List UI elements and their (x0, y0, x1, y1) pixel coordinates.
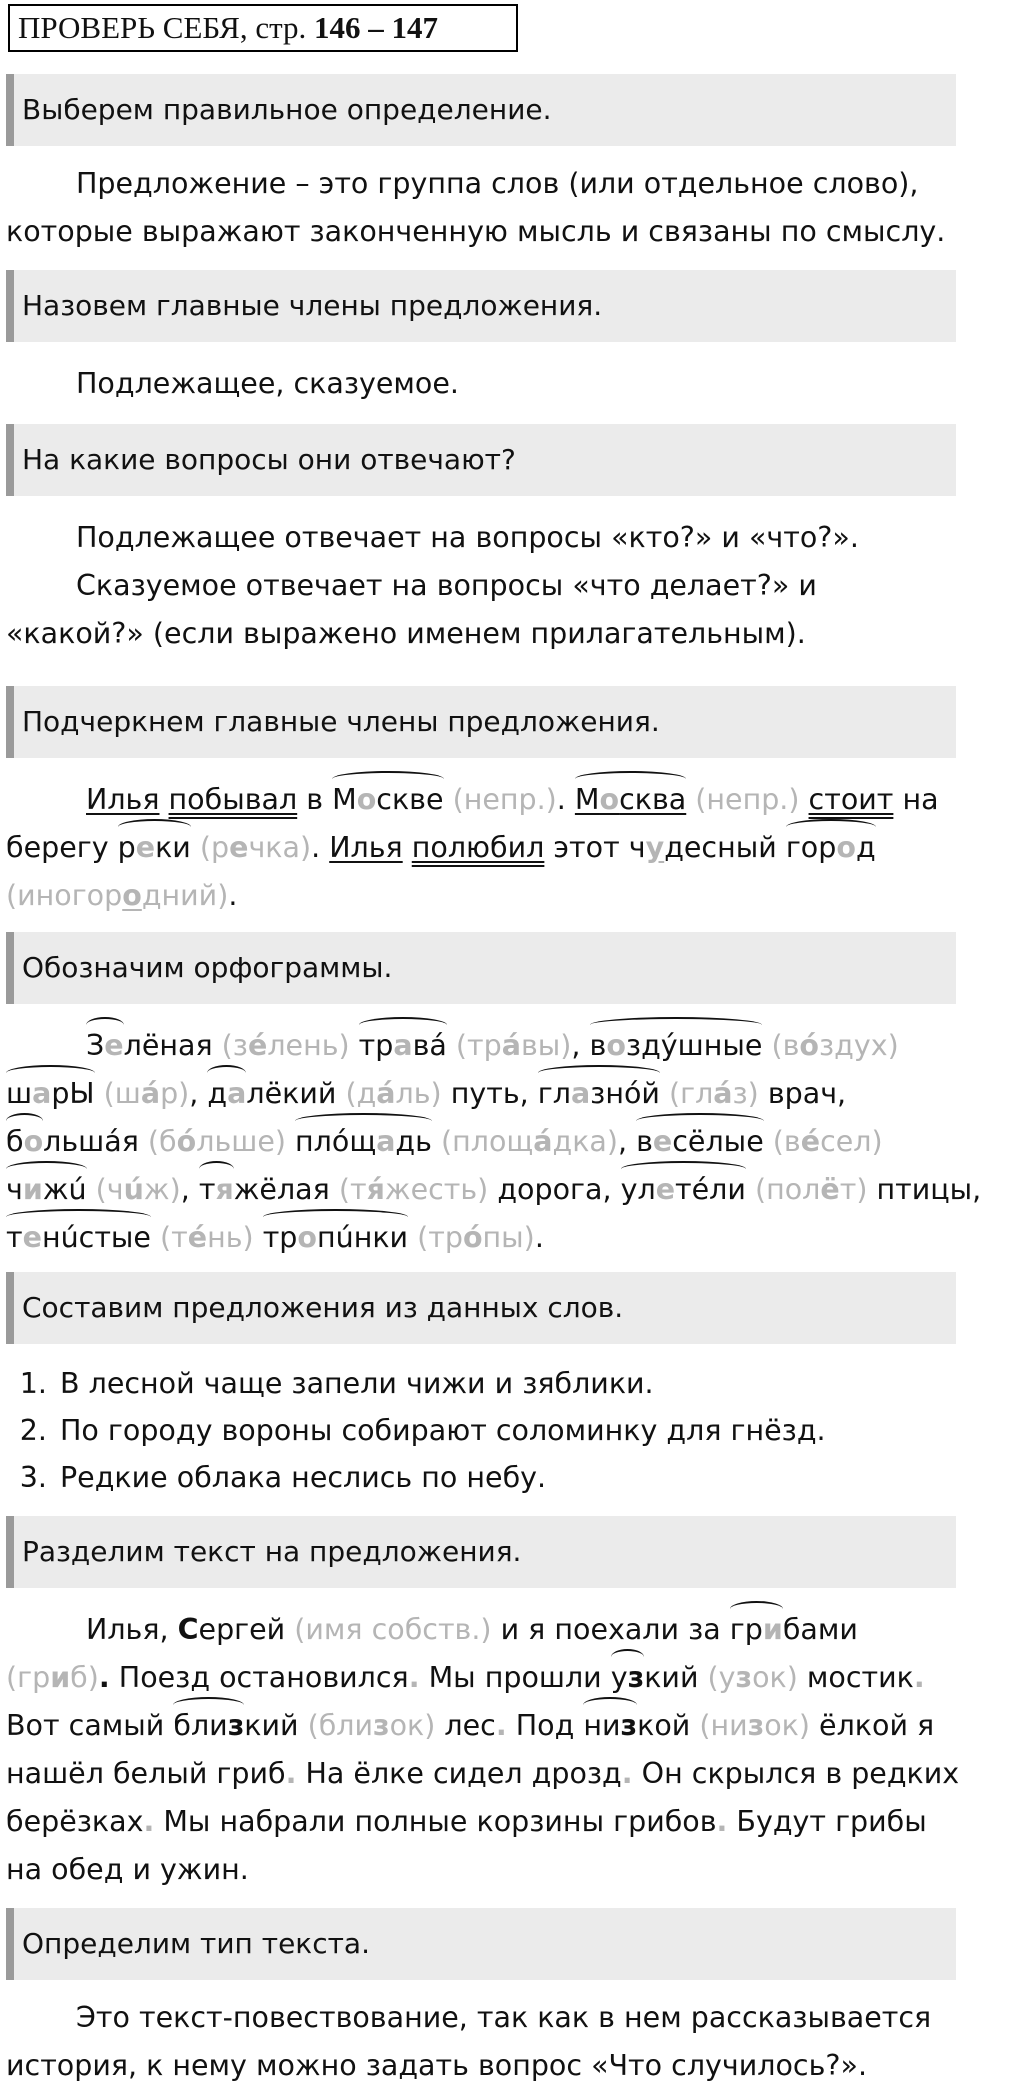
sentence-end: . (621, 1757, 633, 1790)
split-text (6, 1606, 960, 1894)
orthogram-letter: á (713, 1077, 733, 1110)
sentences-list (6, 1360, 826, 1501)
text-fragment: , (180, 1173, 199, 1206)
text-fragment: дь (395, 1125, 432, 1158)
root-arc (611, 1654, 644, 1702)
text-type-line-2: история, к нему можно задать вопрос «Что случилось?». (6, 2049, 868, 2082)
sentence-end: . (495, 1709, 507, 1742)
text-fragment: плóщ (295, 1125, 377, 1158)
definition-text (6, 160, 956, 256)
orthogram-letter: з (735, 1661, 753, 1694)
orthogram-letter: е (229, 831, 249, 864)
orthogram-letter: з (227, 1709, 245, 1742)
text-fragment: тр (358, 1029, 394, 1062)
check-word: (в (763, 1125, 801, 1158)
underline-line-3 (6, 872, 956, 920)
orthograms-line-4 (6, 1166, 982, 1214)
list-item: 2. По городу вороны собирают соломинку для гнёзд. (56, 1407, 826, 1454)
definition-line-2: которые выражают законченную мысль и связаны по смыслу. (6, 215, 946, 248)
section-title-sentences: Составим предложения из данных слов. (6, 1272, 956, 1344)
text-fragment: гл (537, 1077, 571, 1110)
orthogram-letter: и (50, 1661, 71, 1694)
check-word: здух) (818, 1029, 899, 1062)
text-fragment: Поезд остановился (109, 1661, 409, 1694)
check-word: ль) (395, 1077, 442, 1110)
split-line-1 (6, 1606, 956, 1654)
questions-subject: Подлежащее отвечает на вопросы «кто?» и «что?». (76, 521, 859, 554)
text-fragment: врач, (758, 1077, 847, 1110)
text-fragment: , (571, 1029, 590, 1062)
text-fragment: нúстые (41, 1221, 151, 1254)
sentence-end: . (716, 1805, 728, 1838)
text-fragment: Мы набрали полные корзины грибов (154, 1805, 717, 1838)
text-fragment: . (228, 879, 238, 912)
section-title-definition: Выберем правильное определение. (6, 74, 956, 146)
orthogram-letter: ó (176, 1125, 197, 1158)
check-word: з) (732, 1077, 759, 1110)
orthogram-letter: е (104, 1029, 124, 1062)
sentence-end: . (285, 1757, 297, 1790)
predicate-word: побывал (168, 783, 298, 816)
text-fragment: ергей (198, 1613, 286, 1646)
section-title-split-text: Разделим текст на предложения. (6, 1516, 956, 1588)
text-fragment: ёлкой я (809, 1709, 935, 1742)
text-fragment: нашёл белый гриб (6, 1757, 286, 1790)
orthogram-letter: е (135, 831, 156, 864)
header-prefix: ПРОВЕРЬ СЕБЯ, стр. (18, 10, 315, 45)
orthogram-letter: о (23, 1125, 44, 1158)
text-fragment: . (556, 783, 575, 816)
underline-line-1 (6, 776, 956, 824)
text-fragment: гор (785, 831, 837, 864)
text-fragment: бли (173, 1709, 228, 1742)
check-word: дний) (141, 879, 229, 912)
text-fragment: этот (544, 831, 629, 864)
questions-predicate-line-1: Сказуемое отвечает на вопросы «что делает?» и (76, 569, 817, 602)
section-title-orthograms: Обозначим орфограммы. (6, 932, 956, 1004)
page-header (8, 4, 518, 52)
text-fragment: дорога, (488, 1173, 621, 1206)
orthogram-letter: з (627, 1661, 645, 1694)
orthogram-letter: з (747, 1709, 765, 1742)
check-word: жесть) (384, 1173, 489, 1206)
check-word: (з (212, 1029, 248, 1062)
predicate-word: стоит (808, 783, 894, 816)
text-fragment: пúнки (317, 1221, 409, 1254)
list-item: 3. Редкие облака неслись по небу. (56, 1454, 826, 1501)
text-fragment: М (332, 783, 357, 816)
sentence-end: . (143, 1805, 155, 1838)
orthogram-letter: я́ (366, 1173, 385, 1206)
check-word: ок) (389, 1709, 436, 1742)
root-arc (590, 1022, 763, 1070)
text-fragment: в (297, 783, 333, 816)
orthogram-letter: и (22, 1173, 43, 1206)
check-word: (имя собств.) (285, 1613, 492, 1646)
section-title-underline: Подчеркнем главные члены предложения. (6, 686, 956, 758)
text-type-line-1: Это текст-повествование, так как в нем рассказывается (76, 2001, 932, 2034)
text-fragment: тéли (675, 1173, 746, 1206)
check-word: лень) (267, 1029, 359, 1062)
text-fragment: т (6, 1221, 23, 1254)
text-fragment: М (574, 783, 600, 816)
orthogram-letter: ó (462, 1221, 483, 1254)
check-word: (в (762, 1029, 800, 1062)
root-arc (6, 1214, 151, 1262)
orthogram-letter: é (800, 1125, 821, 1158)
check-word: дка) (552, 1125, 618, 1158)
orthogram-letter: з (373, 1709, 390, 1742)
root-arc (786, 824, 876, 872)
check-word: (тр (446, 1029, 502, 1062)
text-type-text (6, 1994, 956, 2090)
predicate-word: полюбил (411, 831, 545, 864)
text-fragment: путь, (441, 1077, 538, 1110)
text-fragment: скве (376, 783, 444, 816)
orthogram-letter: о (606, 1029, 626, 1062)
text-fragment: На ёлке сидел дрозд (296, 1757, 622, 1790)
orthograms-line-5 (6, 1214, 956, 1262)
text-fragment: жú (42, 1173, 87, 1206)
root-arc (295, 1118, 432, 1166)
text-fragment: лес (435, 1709, 496, 1742)
orthogram-letter: о (122, 879, 142, 912)
orthogram-letter: á (533, 1125, 553, 1158)
root-arc (199, 1166, 234, 1214)
text-fragment: кой (637, 1709, 691, 1742)
text-fragment: рЫ (51, 1077, 95, 1110)
root-arc (730, 1606, 783, 1654)
root-arc (263, 1214, 408, 1262)
root-arc (6, 1118, 43, 1166)
text-fragment: бами (782, 1613, 858, 1646)
orthogram-letter: á (140, 1077, 161, 1110)
text-fragment: ч (628, 831, 646, 864)
orthograms-line-1 (6, 1022, 956, 1070)
underline-text (6, 776, 956, 920)
orthogram-letter: е (22, 1221, 42, 1254)
orthograms-line-3 (6, 1118, 956, 1166)
check-word: вы) (520, 1029, 572, 1062)
text-fragment: , (618, 1125, 637, 1158)
check-word: (т (329, 1173, 367, 1206)
text-fragment: сква (619, 783, 687, 816)
capital-letter: С (177, 1613, 199, 1646)
text-fragment: б (6, 1125, 24, 1158)
split-line-3 (6, 1702, 956, 1750)
list-item: 1. В лесной чаще запели чижи и зяблики. (56, 1360, 826, 1407)
text-fragment: Будут грибы (727, 1805, 927, 1838)
root-arc (207, 1070, 246, 1118)
section-title-text-type: Определим тип текста. (6, 1908, 956, 1980)
split-line-6: на обед и ужин. (6, 1853, 249, 1886)
check-word: (б (138, 1125, 177, 1158)
split-line-4 (6, 1750, 960, 1798)
root-arc (583, 1702, 637, 1750)
root-arc (332, 776, 443, 824)
text-fragment: жёлая (233, 1173, 330, 1206)
text-fragment: . (534, 1221, 544, 1254)
orthogram-letter: ó (799, 1029, 819, 1062)
check-word: т) (839, 1173, 868, 1206)
definition-line-1: Предложение – это группа слов (или отдельное слово), (76, 167, 919, 200)
orthogram-letter: á (501, 1029, 521, 1062)
header-pages: 146 – 147 (314, 10, 439, 45)
sentence-end: . (98, 1661, 110, 1694)
root-arc (86, 1022, 124, 1070)
text-fragment: кий (644, 1661, 699, 1694)
text-fragment: гр (729, 1613, 763, 1646)
text-fragment: ш (6, 1077, 33, 1110)
text-fragment: тр (262, 1221, 298, 1254)
orthogram-letter: о (356, 783, 377, 816)
orthogram-letter: и (762, 1613, 783, 1646)
text-fragment: берёзках (6, 1805, 144, 1838)
check-word: (бли (298, 1709, 374, 1742)
text-fragment: д (855, 831, 876, 864)
text-fragment: ни (583, 1709, 621, 1742)
text-fragment: ч (6, 1173, 23, 1206)
root-arc (6, 1166, 87, 1214)
text-fragment (403, 831, 412, 864)
questions-predicate-line-2: «какой?» (если выражено именем прилагательным). (6, 617, 806, 650)
orthogram-letter: з (620, 1709, 638, 1742)
split-line-2 (6, 1654, 956, 1702)
check-word: ок) (764, 1709, 810, 1742)
check-word: (непр.) (686, 783, 809, 816)
text-fragment: здýшные (625, 1029, 763, 1062)
text-fragment: т (198, 1173, 216, 1206)
orthogram-letter: о (836, 831, 856, 864)
orthogram-letter: а (570, 1077, 591, 1110)
check-word: (иногор (6, 879, 123, 912)
check-word: (непр.) (443, 783, 557, 816)
root-arc (6, 1070, 95, 1118)
root-arc (636, 1118, 764, 1166)
orthogram-letter: о (297, 1221, 317, 1254)
orthogram-letter: ё (820, 1173, 840, 1206)
root-arc (538, 1070, 660, 1118)
text-fragment: десный (664, 831, 786, 864)
text-fragment: и я поехали за (491, 1613, 730, 1646)
orthogram-letter: á (376, 1077, 396, 1110)
orthogram-letter: é (187, 1221, 208, 1254)
check-word: пы) (482, 1221, 535, 1254)
orthogram-letter: е (652, 1125, 673, 1158)
check-word: льше) (196, 1125, 296, 1158)
subject-word: Илья (86, 783, 160, 816)
root-arc (359, 1022, 447, 1070)
text-fragment: Он скрылся в редких (632, 1757, 960, 1790)
text-fragment: в (589, 1029, 607, 1062)
check-word: (площ (431, 1125, 534, 1158)
text-fragment: д (207, 1077, 228, 1110)
subject-word (575, 776, 686, 824)
text-fragment (159, 783, 168, 816)
orthogram-letter: é (247, 1029, 268, 1062)
check-word: (д (336, 1077, 377, 1110)
orthogram-letter: у (645, 831, 665, 864)
text-fragment: . (311, 831, 330, 864)
root-arc (621, 1166, 746, 1214)
check-word: (р (190, 831, 230, 864)
check-word: нь) (207, 1221, 263, 1254)
check-word: (ш (94, 1077, 141, 1110)
check-word: (ч (86, 1173, 124, 1206)
text-fragment: З (86, 1029, 105, 1062)
check-word: (у (698, 1661, 736, 1694)
split-line-5 (6, 1798, 956, 1846)
text-fragment: Мы прошли (419, 1661, 611, 1694)
text-fragment: лёная (123, 1029, 213, 1062)
subject-word: Илья (329, 831, 403, 864)
text-fragment: лёкий (246, 1077, 337, 1110)
check-word: б) (70, 1661, 99, 1694)
orthogram-letter: а (376, 1125, 396, 1158)
check-word: (пол (745, 1173, 821, 1206)
section-title-questions: На какие вопросы они отвечают? (6, 424, 956, 496)
orthograms-line-2 (6, 1070, 956, 1118)
check-word: р) (160, 1077, 190, 1110)
text-fragment: Вот самый (6, 1709, 174, 1742)
check-word: чка) (248, 831, 312, 864)
text-fragment: льшáя (43, 1125, 139, 1158)
underline-line-2 (6, 824, 956, 872)
text-fragment: ки (155, 831, 191, 864)
text-fragment: р (117, 831, 136, 864)
root-arc (173, 1702, 244, 1750)
text-fragment: , (189, 1077, 208, 1110)
section-title-main-members: Назовем главные члены предложения. (6, 270, 956, 342)
orthogram-letter: а (227, 1077, 247, 1110)
orthogram-letter: е (655, 1173, 676, 1206)
sentence-end: . (913, 1661, 925, 1694)
check-word: (гр (6, 1661, 51, 1694)
text-fragment: Под (506, 1709, 584, 1742)
check-word: (ни (690, 1709, 748, 1742)
orthogram-letter: ú (123, 1173, 144, 1206)
check-word: ж) (143, 1173, 181, 1206)
check-word: (т (150, 1221, 188, 1254)
main-members-text: Подлежащее, сказуемое. (76, 367, 459, 400)
orthograms-text (6, 1022, 982, 1262)
orthogram-letter: а (32, 1077, 52, 1110)
text-fragment: вá (412, 1029, 447, 1062)
root-arc (118, 824, 191, 872)
text-fragment: в (636, 1125, 653, 1158)
check-word: ок) (752, 1661, 798, 1694)
check-word: (тр (408, 1221, 463, 1254)
text-fragment: мостик (797, 1661, 914, 1694)
check-word: (гл (659, 1077, 714, 1110)
text-fragment: Илья, (86, 1613, 178, 1646)
sentence-end: . (408, 1661, 420, 1694)
orthogram-letter: я (215, 1173, 234, 1206)
text-fragment: ул (620, 1173, 656, 1206)
text-fragment: у (610, 1661, 628, 1694)
text-fragment: сёлые (672, 1125, 764, 1158)
text-fragment: берегу (6, 831, 118, 864)
text-fragment: знóй (590, 1077, 660, 1110)
text-fragment: на (893, 783, 939, 816)
text-fragment: птицы, (867, 1173, 982, 1206)
questions-text (6, 514, 956, 658)
check-word: сел) (820, 1125, 883, 1158)
text-fragment: кий (244, 1709, 299, 1742)
orthogram-letter: а (393, 1029, 413, 1062)
orthogram-letter: о (599, 783, 620, 816)
